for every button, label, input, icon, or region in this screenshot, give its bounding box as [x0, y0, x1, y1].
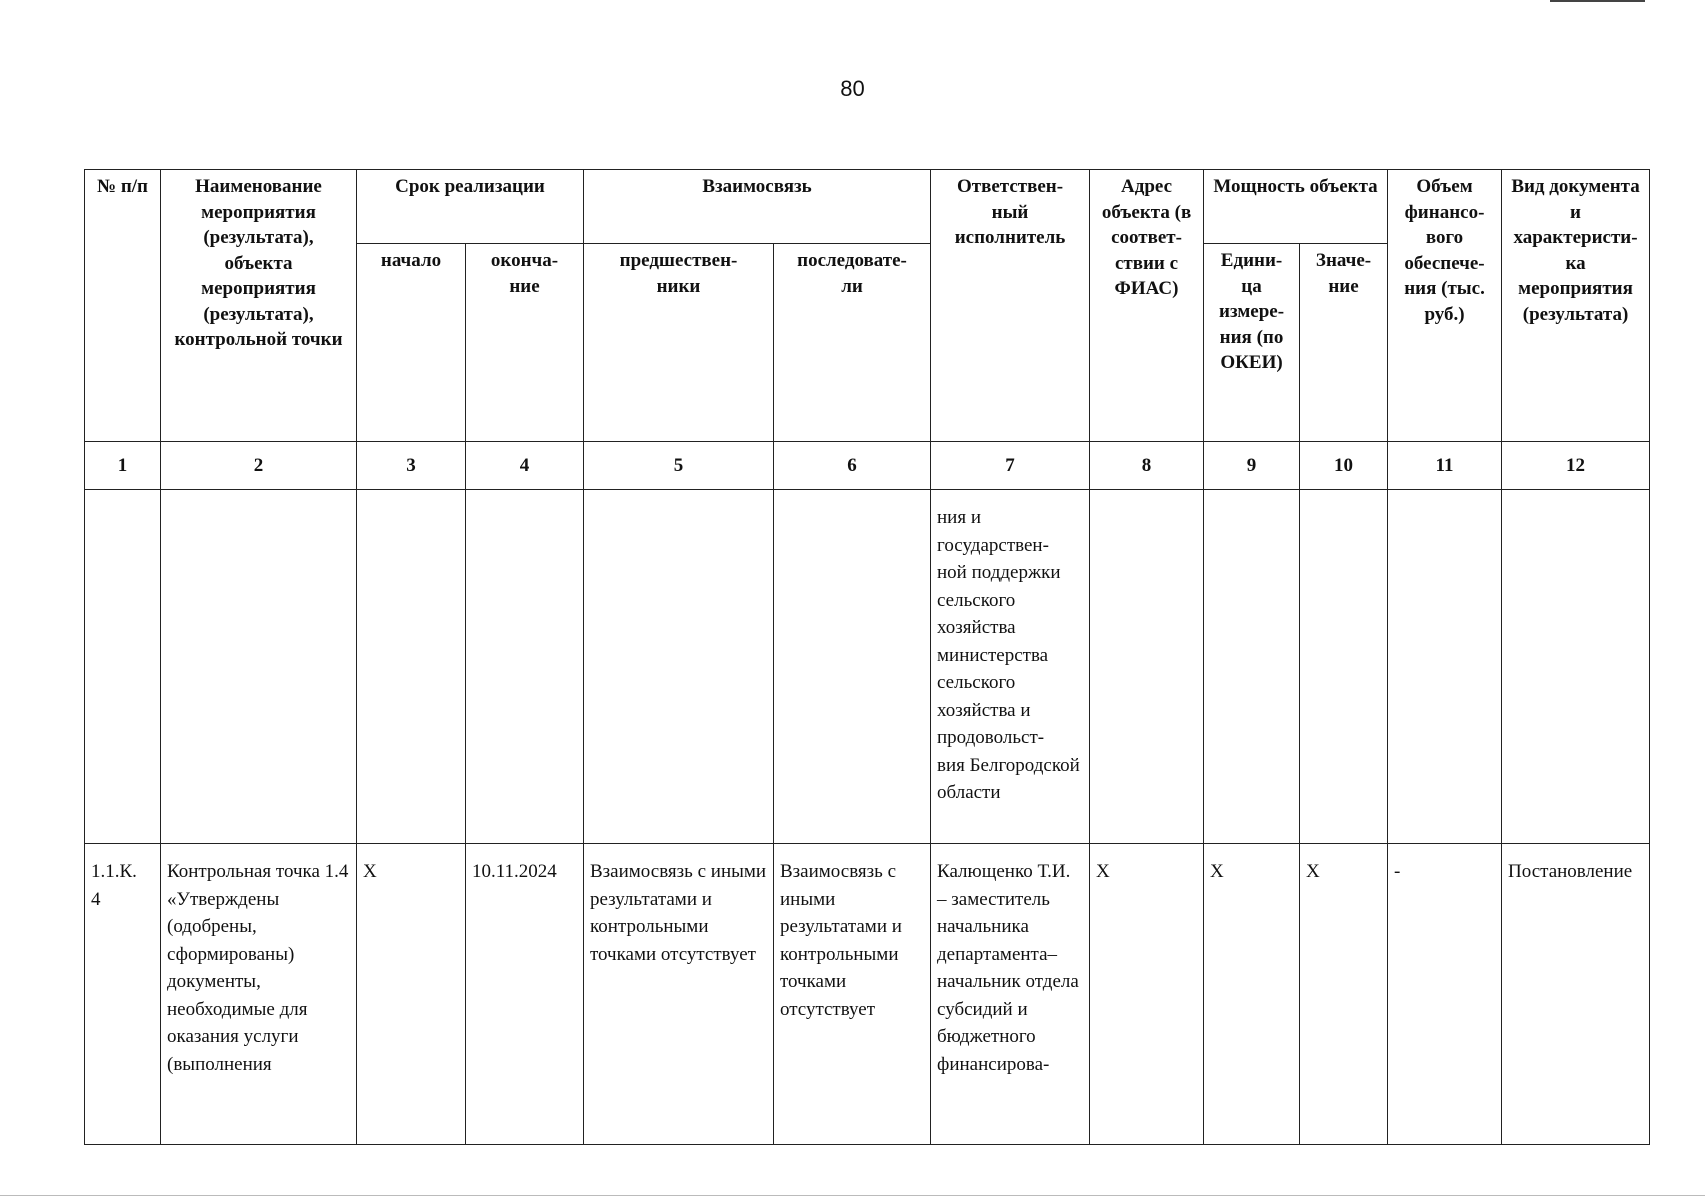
cell-finance — [1388, 490, 1502, 844]
cell-unit — [1204, 490, 1300, 844]
column-number-row — [85, 442, 1650, 490]
unit-text: X — [1210, 861, 1224, 882]
cell-end — [466, 490, 584, 844]
header-name: Наименование мероприятия (результата), объекта мероприятия (результата), контрольной точки — [161, 170, 357, 442]
succ-text: Взаимосвязь с иными результатами и контрольными точками отсутствует — [780, 861, 902, 1020]
cell-pred — [584, 844, 774, 1145]
cell-doc — [1502, 844, 1650, 1145]
cell-succ — [774, 490, 931, 844]
header-link-pred: предшествен- ники — [584, 244, 774, 442]
cell-num — [85, 490, 161, 844]
page-number: 80 — [840, 76, 865, 101]
cell-name — [161, 490, 357, 844]
column-number: 8 — [1090, 442, 1204, 490]
header-num: № п/п — [85, 170, 161, 442]
header-finance: Объем финансо- вого обеспече- ния (тыс. руб.) — [1388, 170, 1502, 442]
scan-artifact-line — [0, 1195, 1705, 1196]
value-text: X — [1306, 861, 1320, 882]
cell-start — [357, 844, 466, 1145]
cell-address — [1090, 490, 1204, 844]
header-capacity-unit: Едини- ца измере- ния (по ОКЕИ) — [1204, 244, 1300, 442]
end-text: 10.11.2024 — [472, 861, 557, 882]
cell-address — [1090, 844, 1204, 1145]
header-doc: Вид документа и характеристи- ка мероприятия (результата) — [1502, 170, 1650, 442]
column-number: 7 — [931, 442, 1090, 490]
finance-text: - — [1394, 861, 1401, 882]
cell-name — [161, 844, 357, 1145]
cell-unit — [1204, 844, 1300, 1145]
header-address: Адрес объекта (в соответ- ствии с ФИАС) — [1090, 170, 1204, 442]
cell-end — [466, 844, 584, 1145]
header-capacity-value: Значе- ние — [1300, 244, 1388, 442]
cell-responsible — [931, 490, 1090, 844]
cell-num — [85, 844, 161, 1145]
cell-value — [1300, 844, 1388, 1145]
column-number: 6 — [774, 442, 931, 490]
responsible-text: Калющенко Т.И. – заместитель начальника департамента– начальник отдела субсидий и бюджетного финансирова- — [937, 861, 1079, 1075]
header-term-start: начало — [357, 244, 466, 442]
column-number: 4 — [466, 442, 584, 490]
cell-start — [357, 490, 466, 844]
table-row — [85, 844, 1650, 1145]
column-number: 1 — [85, 442, 161, 490]
header-term: Срок реализации — [357, 170, 584, 244]
start-text: X — [363, 861, 377, 882]
column-number: 10 — [1300, 442, 1388, 490]
column-number: 3 — [357, 442, 466, 490]
column-number: 5 — [584, 442, 774, 490]
num-text: 1.1.К. 4 — [91, 861, 137, 910]
cell-pred — [584, 490, 774, 844]
cell-doc — [1502, 490, 1650, 844]
activities-table — [84, 169, 1650, 1145]
cell-value — [1300, 490, 1388, 844]
column-number: 2 — [161, 442, 357, 490]
doc-text: Постановление — [1508, 861, 1633, 882]
header-link-succ: последовате- ли — [774, 244, 931, 442]
cell-finance — [1388, 844, 1502, 1145]
column-number: 12 — [1502, 442, 1650, 490]
header-link: Взаимосвязь — [584, 170, 931, 244]
column-number: 9 — [1204, 442, 1300, 490]
header-responsible: Ответствен- ный исполнитель — [931, 170, 1090, 442]
responsible-text: ния и государствен- ной поддержки сельского хозяйства министерства сельского хозяйства и продовольст- вия Белгородской области — [937, 507, 1080, 803]
header-row-1 — [85, 170, 1650, 244]
cell-responsible — [931, 844, 1090, 1145]
table-row — [85, 490, 1650, 844]
header-capacity: Мощность объекта — [1204, 170, 1388, 244]
name-text: Контрольная точка 1.4 «Утверждены (одобрены, сформированы) документы, необходимые для оказания услуги (выполнения — [167, 861, 349, 1075]
address-text: X — [1096, 861, 1110, 882]
scan-artifact-line — [1550, 0, 1645, 2]
column-number: 11 — [1388, 442, 1502, 490]
header-term-end: оконча- ние — [466, 244, 584, 442]
cell-succ — [774, 844, 931, 1145]
pred-text: Взаимосвязь с иными результатами и контрольными точками отсутствует — [590, 861, 767, 965]
